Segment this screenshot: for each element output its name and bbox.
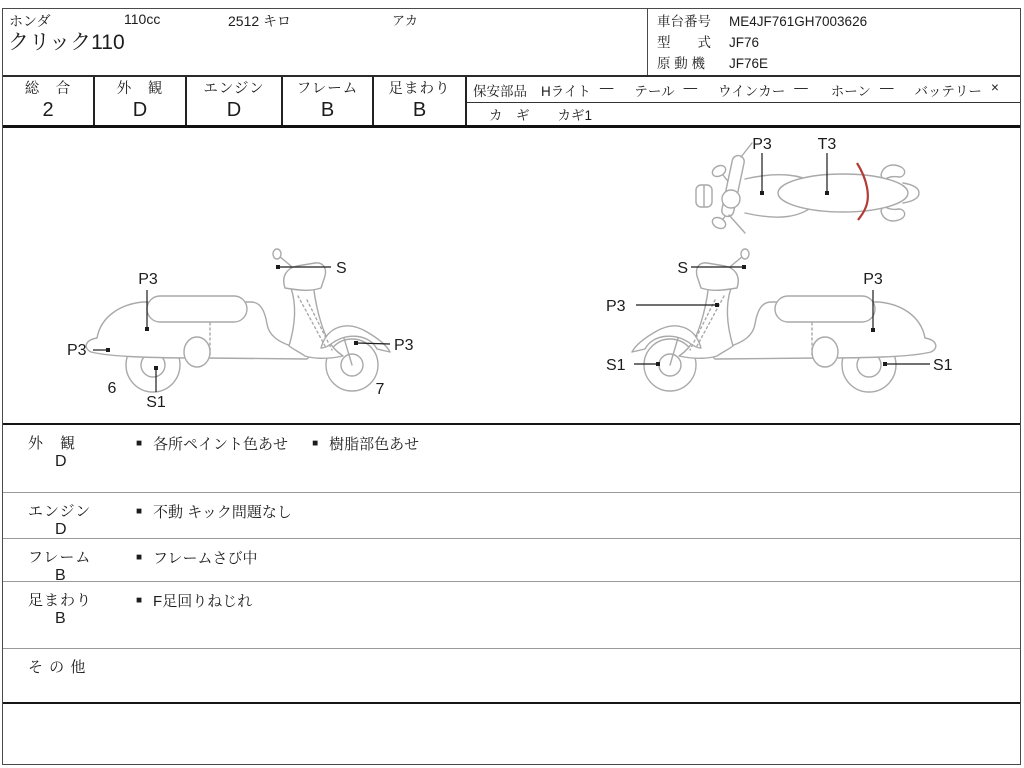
- rating-undercarriage-label: 足まわり: [388, 80, 451, 97]
- rating-exterior-value: D: [132, 98, 148, 121]
- damage-label-t3: T3: [817, 136, 837, 153]
- damage-label-p3-top: P3: [138, 271, 158, 288]
- seat-top: [778, 174, 908, 212]
- note-item: [136, 547, 257, 568]
- scooter-left-side-diagram: [592, 248, 967, 420]
- safety-parts-row: [467, 77, 1020, 103]
- rating-engine-label: エンジン: [203, 80, 265, 97]
- safety-item-status: —: [683, 79, 698, 95]
- safety-item-name: バッテリー: [914, 83, 982, 99]
- note-text: フレームさび中: [153, 550, 258, 567]
- damage-label-s: S: [336, 260, 347, 277]
- damage-label-p3: P3: [752, 136, 772, 153]
- chassis-label: 車台番号: [657, 14, 711, 29]
- comment-row-engine: [3, 492, 1020, 538]
- note-item: [136, 433, 288, 454]
- comment-grade: B: [55, 610, 66, 627]
- rating-undercarriage-value: B: [412, 98, 427, 121]
- model-code-label: 型 式: [657, 35, 711, 50]
- rating-exterior: [95, 77, 187, 125]
- safety-item-status: ×: [990, 79, 999, 95]
- rating-overall-value: 2: [42, 98, 54, 121]
- damage-label-p3-front: P3: [606, 298, 626, 315]
- safety-item-name: ホーン: [830, 83, 871, 99]
- safety-item-headlight: [541, 80, 613, 100]
- safety-item-name: ウインカー: [718, 83, 786, 99]
- comment-grade: B: [55, 567, 66, 584]
- key-value: カギ1: [557, 108, 593, 123]
- note-bullet: ■: [136, 595, 143, 606]
- brand: ホンダ: [9, 13, 51, 29]
- key-label: カ ギ: [489, 108, 530, 123]
- footer-empty-row: [3, 702, 1020, 765]
- comment-notes: [136, 501, 292, 522]
- comment-grade: D: [55, 521, 67, 538]
- rating-engine-value: D: [226, 98, 242, 121]
- note-item: [312, 433, 419, 454]
- note-text: F足回りねじれ: [153, 593, 253, 610]
- mileage-unit: キロ: [263, 13, 292, 29]
- safety-item-tail: [634, 80, 697, 100]
- wheel-number-rear: 6: [107, 380, 117, 397]
- mileage: [228, 11, 291, 31]
- note-bullet: ■: [136, 438, 143, 449]
- rating-frame: [283, 77, 374, 125]
- wheel-number-front: 7: [375, 381, 385, 398]
- engine-code-row: [657, 53, 1021, 74]
- safety-item-battery: [914, 80, 998, 100]
- model-code-row: [657, 32, 1021, 53]
- safety-item-winker: [718, 80, 808, 100]
- comment-row-exterior: [3, 423, 1020, 492]
- chassis-row: [657, 11, 1021, 32]
- note-item: [136, 501, 292, 522]
- comment-notes: [136, 433, 419, 454]
- damage-label-p3-rear: P3: [67, 342, 87, 359]
- safety-item-name: Hライト: [541, 83, 591, 99]
- comment-row-undercarriage: [3, 581, 1020, 648]
- rating-exterior-label: 外 観: [116, 80, 164, 97]
- comment-grade: D: [55, 453, 67, 470]
- rating-undercarriage: [374, 77, 467, 125]
- safety-item-name: テール: [634, 83, 675, 99]
- mileage-value: 2512: [228, 13, 260, 29]
- damage-label-p3-rear: P3: [863, 271, 883, 288]
- damage-label-s1-rear: S1: [933, 357, 953, 374]
- damage-label-s: S: [677, 260, 688, 277]
- safety-parts-box: [467, 77, 1020, 125]
- model-name: クリック110: [8, 31, 125, 54]
- comment-category: エンジン: [28, 503, 92, 520]
- comment-category: そ の 他: [28, 659, 87, 676]
- rating-frame-value: B: [320, 98, 335, 121]
- key-row: [467, 103, 1020, 125]
- note-bullet: ■: [136, 552, 143, 563]
- auction-sheet: [2, 8, 1021, 765]
- note-item: [136, 590, 252, 611]
- damage-label-p3-front: P3: [394, 337, 414, 354]
- headlight: [722, 190, 740, 208]
- engine-code-value: JF76E: [729, 56, 769, 71]
- rating-band: [3, 75, 1020, 128]
- damage-label-s1-front: S1: [606, 357, 626, 374]
- comment-notes: [136, 547, 257, 568]
- comment-category: フレーム: [28, 549, 92, 566]
- safety-item-status: —: [794, 79, 808, 95]
- comment-notes: [136, 590, 252, 611]
- scooter-right-side-diagram: [55, 248, 425, 420]
- rating-overall-label: 総 合: [24, 80, 72, 97]
- body-color: アカ: [392, 13, 418, 28]
- vehicle-id-box: [647, 9, 1021, 75]
- note-text: 不動 キック問題なし: [153, 504, 292, 521]
- note-text: 樹脂部色あせ: [329, 436, 420, 453]
- chassis-value: ME4JF761GH7003626: [729, 14, 868, 29]
- comment-row-frame: [3, 538, 1020, 584]
- note-bullet: ■: [312, 438, 319, 449]
- damage-label-s1: S1: [146, 394, 166, 411]
- safety-parts-label: 保安部品: [473, 83, 527, 99]
- comment-category: 外 観: [28, 435, 77, 452]
- note-text: 各所ペイント色あせ: [153, 436, 289, 453]
- safety-item-horn: [831, 80, 894, 100]
- safety-item-status: —: [879, 79, 894, 95]
- rating-engine: [187, 77, 283, 125]
- scooter-top-view-diagram: [695, 135, 925, 247]
- displacement: 110cc: [124, 11, 161, 27]
- engine-code-label: 原 動 機: [657, 56, 706, 71]
- rating-overall: [3, 77, 95, 125]
- comment-category: 足まわり: [28, 592, 93, 609]
- rating-frame-label: フレーム: [296, 80, 359, 97]
- model-code-value: JF76: [729, 35, 760, 50]
- comment-row-other: [3, 648, 1020, 702]
- safety-item-status: —: [599, 79, 614, 95]
- note-bullet: ■: [136, 506, 143, 517]
